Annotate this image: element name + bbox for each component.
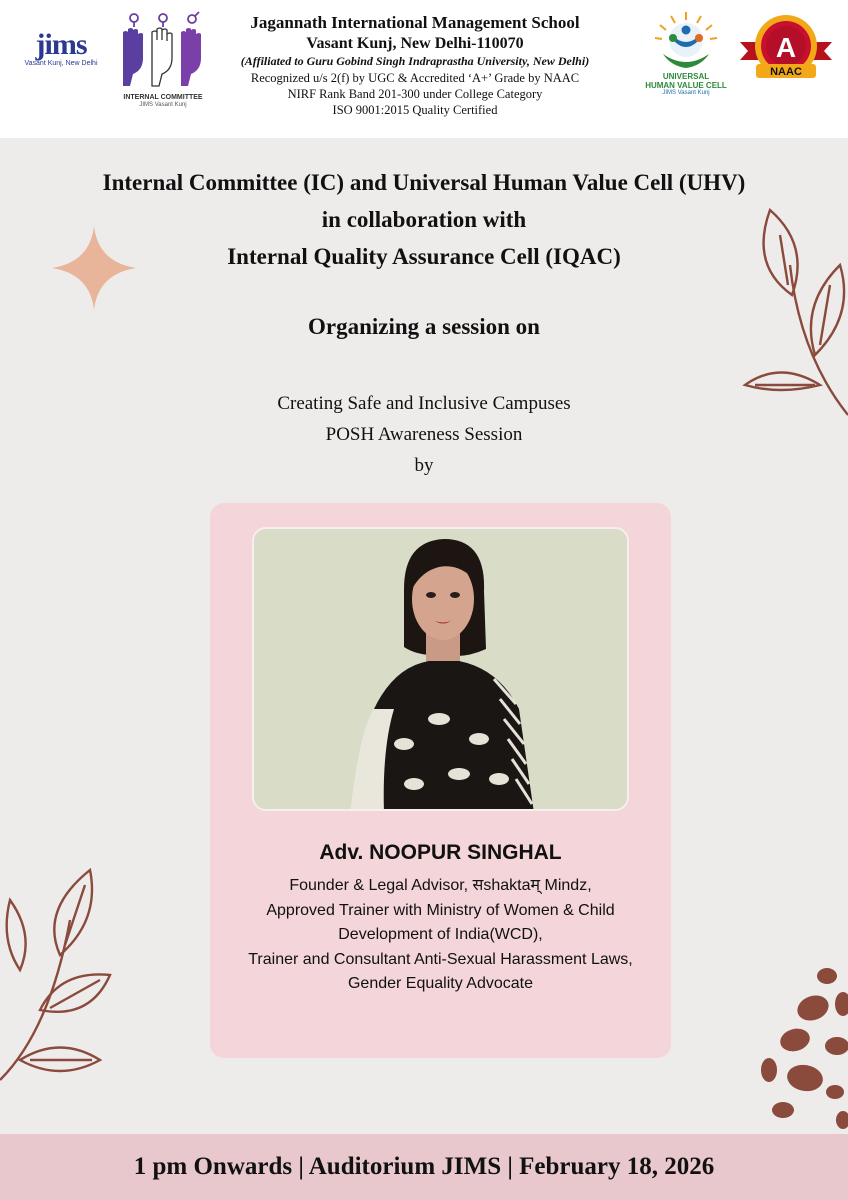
event-title-line2: in collaboration with	[321, 207, 527, 232]
speaker-description	[210, 874, 671, 997]
speaker-card	[210, 503, 671, 1058]
leaf-branch-left-icon	[0, 860, 140, 1095]
speaker-desc-line: Development of India(WCD),	[338, 926, 543, 943]
jims-logo-sub: Vasant Kunj, New Delhi	[24, 60, 98, 67]
event-title	[0, 164, 848, 275]
institution-affiliation: (Affiliated to Guru Gobind Singh Indraprastha University, New Delhi)	[240, 54, 590, 69]
speaker-portrait-image	[254, 529, 629, 811]
internal-committee-logo	[118, 10, 208, 106]
speaker-desc-line: Approved Trainer with Ministry of Women & Child	[266, 901, 615, 919]
uhv-logo-caption2: HUMAN VALUE CELL	[645, 81, 727, 90]
session-topic-line1: Creating Safe and Inclusive Campuses	[277, 393, 571, 414]
header-banner	[0, 0, 848, 138]
institution-name: Jagannath International Management School	[250, 13, 580, 32]
seed-dots-icon	[755, 960, 848, 1134]
institution-nirf: NIRF Rank Band 201-300 under College Category	[287, 86, 543, 101]
speaker-name: Adv. NOOPUR SINGHAL	[319, 841, 562, 864]
naac-badge-icon	[736, 12, 836, 84]
ic-logo-sub: JIMS Vasant Kunj	[139, 102, 187, 108]
institution-info	[205, 12, 625, 118]
session-by: by	[414, 455, 434, 476]
speaker-desc-line: Gender Equality Advocate	[347, 975, 533, 992]
event-title-line3: Internal Quality Assurance Cell (IQAC)	[227, 244, 621, 269]
sun-people-icon	[651, 10, 721, 72]
footer-banner	[0, 1134, 848, 1200]
raised-hands-icon	[118, 10, 208, 88]
session-topic-line2: POSH Awareness Session	[325, 424, 523, 445]
institution-address: Vasant Kunj, New Delhi-110070	[306, 34, 524, 52]
speaker-desc-line: Trainer and Consultant Anti-Sexual Harassment Laws,	[248, 950, 633, 968]
jims-logo	[18, 30, 104, 80]
naac-badge	[736, 12, 836, 84]
naac-label: NAAC	[770, 66, 802, 78]
institution-recognition: Recognized u/s 2(f) by UGC & Accredited ‘A+’ Grade by NAAC	[250, 70, 580, 85]
session-topic	[0, 388, 848, 481]
institution-iso: ISO 9001:2015 Quality Certified	[332, 102, 498, 117]
organizing-heading: Organizing a session on	[308, 314, 540, 339]
naac-grade: A	[775, 32, 797, 63]
event-time-venue-date: 1 pm Onwards | Auditorium JIMS | February 18, 2026	[133, 1153, 715, 1180]
uhv-logo-sub: JIMS Vasant Kunj	[662, 90, 710, 96]
event-title-line1: Internal Committee (IC) and Universal Human Value Cell (UHV)	[102, 170, 746, 195]
uhv-cell-logo	[640, 10, 732, 110]
jims-logo-word: jims	[35, 28, 87, 61]
speaker-desc-line: Founder & Legal Advisor, सshaktaम् Mindz,	[289, 877, 592, 894]
uhv-logo-caption1: UNIVERSAL	[662, 72, 710, 81]
speaker-photo	[252, 527, 629, 811]
ic-logo-caption: INTERNAL COMMITTEE	[123, 94, 203, 101]
